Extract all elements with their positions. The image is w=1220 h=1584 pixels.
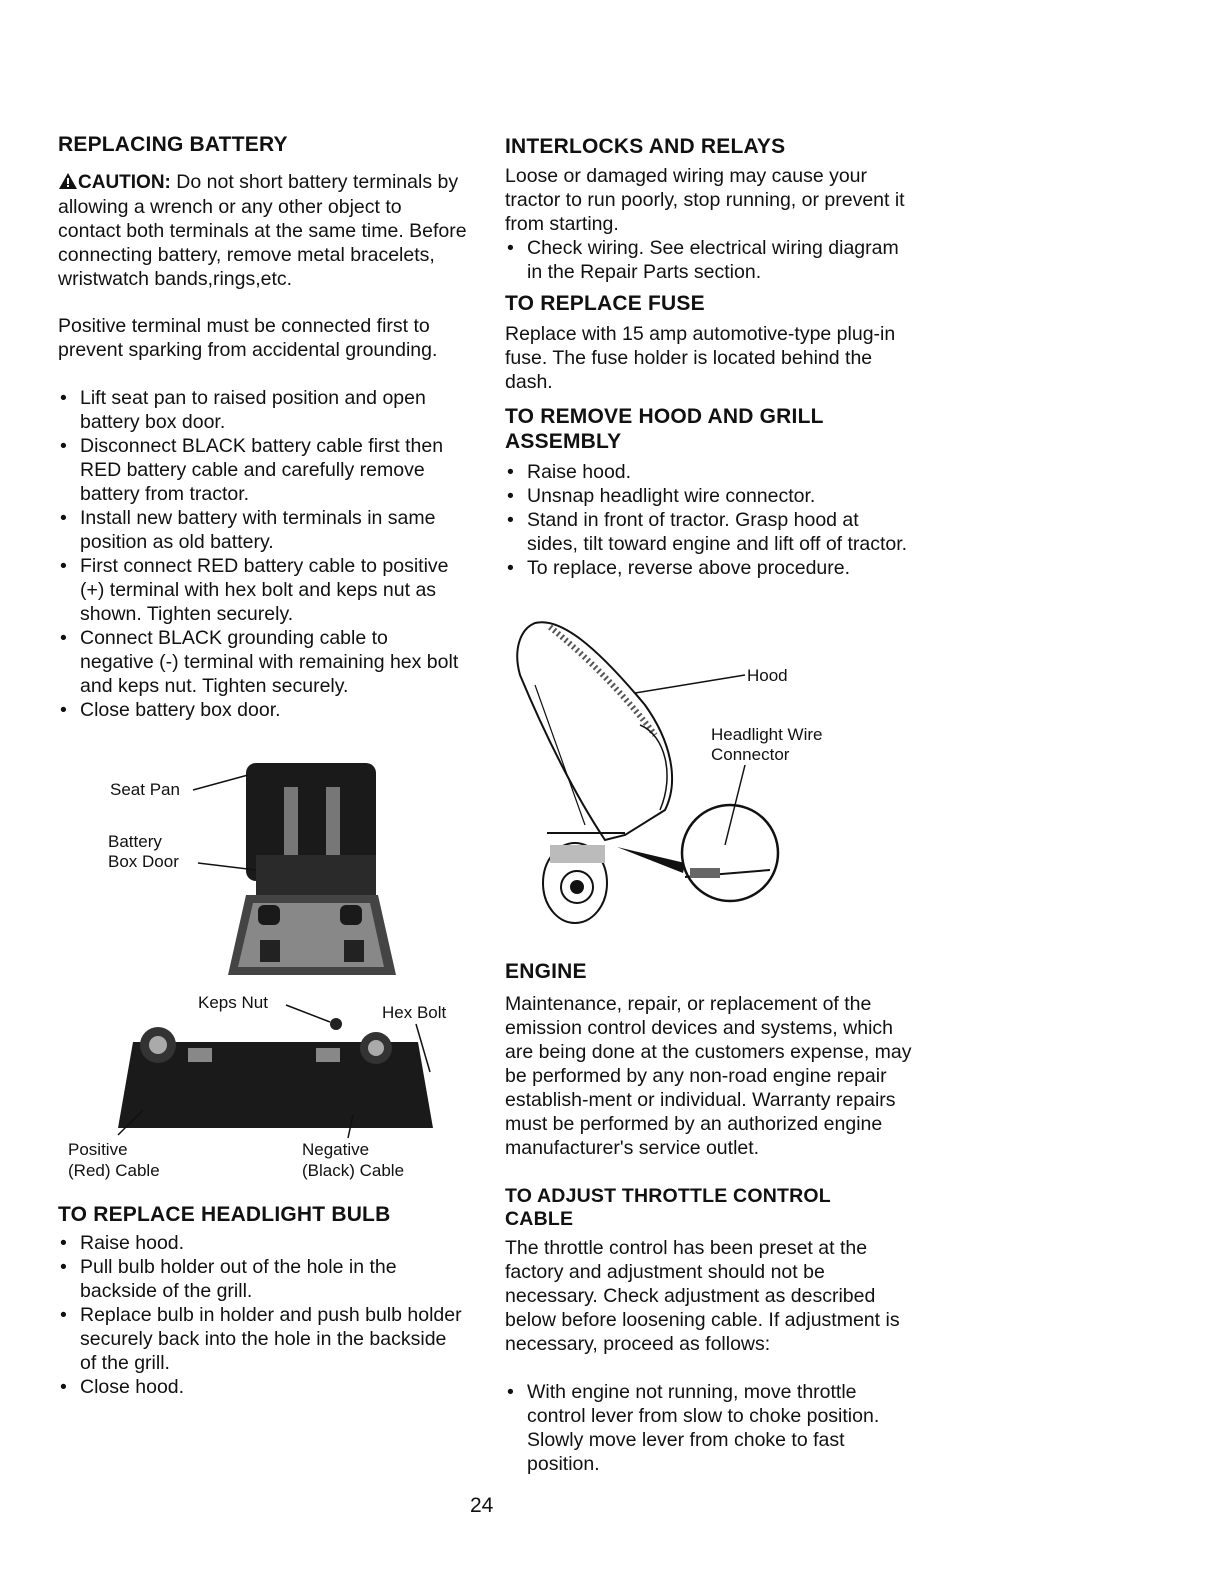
list-item: • Close hood. — [58, 1375, 463, 1399]
hood-steps-list — [505, 460, 915, 580]
list-item: • Raise hood. — [505, 460, 915, 484]
list-item: • Stand in front of tractor. Grasp hood at sides, tilt toward engine and lift off of tractor. — [505, 508, 915, 556]
list-item: • First connect RED battery cable to positive (+) terminal with hex bolt and keps nut as shown. Tighten securely. — [58, 554, 463, 626]
hex-bolt-label: Hex Bolt — [382, 1003, 447, 1022]
battery-steps-list — [58, 386, 463, 722]
fuse-paragraph: Replace with 15 amp automotive-type plug-in fuse. The fuse holder is located behind the dash. — [505, 323, 896, 393]
positive-cable-label-1: Positive — [68, 1140, 128, 1159]
throttle-steps-list — [505, 1380, 910, 1476]
seat-pan-label: Seat Pan — [110, 780, 180, 799]
negative-cable-label-1: Negative — [302, 1140, 370, 1159]
list-item: • Disconnect BLACK battery cable first then RED battery cable and carefully remove battery from tractor. — [58, 434, 463, 506]
throttle-heading-line-2: CABLE — [505, 1208, 574, 1230]
engine-paragraph: Maintenance, repair, or replacement of the emission control devices and systems, which are being done at the customers expense, may be performed by any non-road engine repair establish-ment or individual. Warranty repairs must be performed by an authorized engine manufacturer's service outlet. — [505, 993, 912, 1159]
interlocks-heading: INTERLOCKS AND RELAYS — [505, 135, 786, 158]
hood-heading-line-1: TO REMOVE HOOD AND GRILL — [505, 405, 824, 428]
warning-triangle-icon — [58, 172, 78, 190]
list-item: • Unsnap headlight wire connector. — [505, 484, 915, 508]
positive-cable-label-2: (Red) Cable — [68, 1161, 160, 1180]
caution-paragraph — [58, 170, 468, 291]
battery-box-door-label-1: Battery — [108, 832, 162, 851]
list-item: • Close battery box door. — [58, 698, 463, 722]
headlight-heading: TO REPLACE HEADLIGHT BULB — [58, 1203, 391, 1226]
list-item: • Replace bulb in holder and push bulb holder securely back into the hole in the backside of the grill. — [58, 1303, 463, 1375]
list-item: • Lift seat pan to raised position and open battery box door. — [58, 386, 463, 434]
page-number: 24 — [470, 1494, 494, 1517]
fuse-heading: TO REPLACE FUSE — [505, 292, 705, 315]
hood-illustration — [505, 615, 805, 945]
replacing-battery-heading: REPLACING BATTERY — [58, 133, 288, 156]
battery-box-door-label-2: Box Door — [108, 852, 179, 871]
hood-label: Hood — [747, 666, 788, 685]
interlocks-list — [505, 236, 905, 284]
throttle-heading-line-1: TO ADJUST THROTTLE CONTROL — [505, 1185, 831, 1207]
list-item: • Pull bulb holder out of the hole in the backside of the grill. — [58, 1255, 463, 1303]
engine-heading: ENGINE — [505, 960, 587, 983]
interlocks-paragraph: Loose or damaged wiring may cause your tractor to run poorly, stop running, or prevent it from starting. — [505, 165, 905, 235]
throttle-paragraph: The throttle control has been preset at the factory and adjustment should not be necessary. Check adjustment as described below before loosening cable. If adjustment is necessary, proceed as follows: — [505, 1237, 900, 1355]
keps-nut-label: Keps Nut — [198, 993, 268, 1012]
headlight-connector-label-1: Headlight Wire — [711, 725, 823, 744]
headlight-connector-label-2: Connector — [711, 745, 790, 764]
caution-text: Do not short battery terminals by allowing a wrench or any other object to contact both terminals at the same time. Before connecting battery, remove metal bracelets, wristwatch bands,rings,etc. — [58, 171, 467, 290]
list-item: • With engine not running, move throttle control lever from slow to choke position. Slowly move lever from choke to fast position. — [505, 1380, 910, 1476]
caution-label: CAUTION: — [78, 172, 171, 193]
negative-cable-label-2: (Black) Cable — [302, 1161, 405, 1180]
headlight-steps-list — [58, 1231, 463, 1399]
list-item: • To replace, reverse above procedure. — [505, 556, 915, 580]
list-item: • Connect BLACK grounding cable to negative (-) terminal with remaining hex bolt and keps nut. Tighten securely. — [58, 626, 463, 698]
list-item: • Raise hood. — [58, 1231, 463, 1255]
positive-terminal-paragraph: Positive terminal must be connected first to prevent sparking from accidental grounding. — [58, 315, 438, 361]
hood-heading-line-2: ASSEMBLY — [505, 430, 622, 453]
list-item: • Check wiring. See electrical wiring diagram in the Repair Parts section. — [505, 236, 905, 284]
list-item: • Install new battery with terminals in same position as old battery. — [58, 506, 463, 554]
